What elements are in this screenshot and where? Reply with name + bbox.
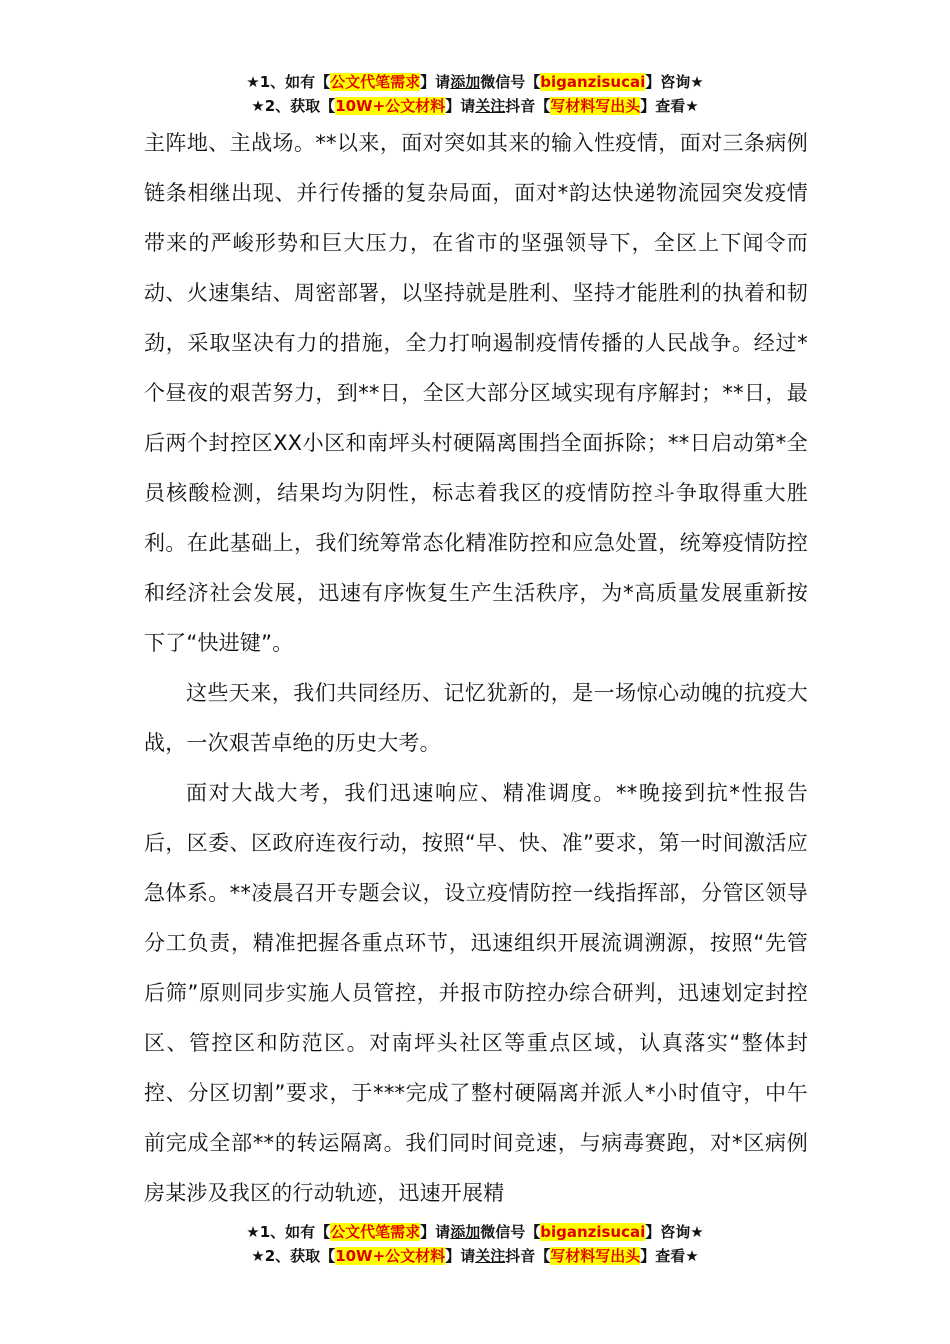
banner-highlight: 10W+公文材料	[335, 97, 446, 115]
banner-text: 微信号【	[480, 1223, 541, 1241]
banner-highlight: biganzisucai	[540, 1223, 646, 1241]
banner-text: 】请	[420, 1223, 451, 1241]
paragraph: 面对大战大考，我们迅速响应、精准调度。**晚接到抗*性报告后，区委、区政府连夜行动，按照“早、快、准”要求，第一时间激活应急体系。**凌晨召开专题会议，设立疫情防控一线指挥部，分管区领导分工负责，精准把握各重点环节，迅速组织开展流调溯源，按照“先管后筛”原则同步实施人员管控，并报市防控办综合研判，迅速划定封控区、管控区和防范区。对南坪头社区等重点区域，认真落实“整体封控、分区切割”要求，于***完成了整村硬隔离并派人*小时值守，中午前完成全部**的转运隔离。我们同时间竞速，与病毒赛跑，对*区病例房某涉及我区的行动轨迹，迅速开展精	[144, 781, 808, 1205]
banner-underline: 添加	[450, 73, 481, 91]
banner-line-1	[0, 1220, 950, 1244]
banner-text: 】请	[420, 73, 451, 91]
banner-line-2	[0, 94, 950, 118]
paragraph: 主阵地、主战场。**以来，面对突如其来的输入性疫情，面对三条病例链条相继出现、并行传播的复杂局面，面对*韵达快递物流园突发疫情带来的严峻形势和巨大压力，在省市的坚强领导下，全区上下闻令而动、火速集结、周密部署，以坚持就是胜利、坚持才能胜利的执着和韧劲，采取坚决有力的措施，全力打响遏制疫情传播的人民战争。经过*个昼夜的艰苦努力，到**日，全区大部分区域实现有序解封；**日，最后两个封控区XX小区和南坪头村硬隔离围挡全面拆除；**日启动第*全员核酸检测，结果均为阴性，标志着我区的疫情防控斗争取得重大胜利。在此基础上，我们统筹常态化精准防控和应急处置，统筹疫情防控和经济社会发展，迅速有序恢复生产生活秩序，为*高质量发展重新按下了“快进键”。	[144, 131, 808, 655]
banner-text: ★2、获取【	[251, 1247, 336, 1265]
banner-underline: 添加	[450, 1223, 481, 1241]
banner-text: ★1、如有【	[246, 1223, 331, 1241]
banner-underline: 关注	[475, 97, 506, 115]
banner-text: 】请	[445, 97, 476, 115]
banner-text: 】查看★	[640, 97, 699, 115]
banner-highlight: biganzisucai	[540, 73, 646, 91]
banner-text: 抖音【	[505, 97, 551, 115]
banner-text: 】查看★	[640, 1247, 699, 1265]
banner-text: 抖音【	[505, 1247, 551, 1265]
banner-underline: 关注	[475, 1247, 506, 1265]
banner-highlight: 公文代笔需求	[330, 1223, 421, 1241]
banner-highlight: 10W+公文材料	[335, 1247, 446, 1265]
banner-text: ★2、获取【	[251, 97, 336, 115]
banner-text: ★1、如有【	[246, 73, 331, 91]
banner-text: 微信号【	[480, 73, 541, 91]
paragraph: 这些天来，我们共同经历、记忆犹新的，是一场惊心动魄的抗疫大战，一次艰苦卓绝的历史大考。	[144, 681, 808, 755]
banner-line-2	[0, 1244, 950, 1268]
banner-highlight: 公文代笔需求	[330, 73, 421, 91]
banner-text: 】咨询★	[645, 1223, 704, 1241]
banner-text: 】请	[445, 1247, 476, 1265]
banner-highlight: 写材料写出头	[550, 1247, 641, 1265]
document-body	[144, 118, 808, 1218]
banner-line-1	[0, 70, 950, 94]
banner-text: 】咨询★	[645, 73, 704, 91]
footer-banner	[0, 1220, 950, 1268]
header-banner	[0, 70, 950, 118]
banner-highlight: 写材料写出头	[550, 97, 641, 115]
